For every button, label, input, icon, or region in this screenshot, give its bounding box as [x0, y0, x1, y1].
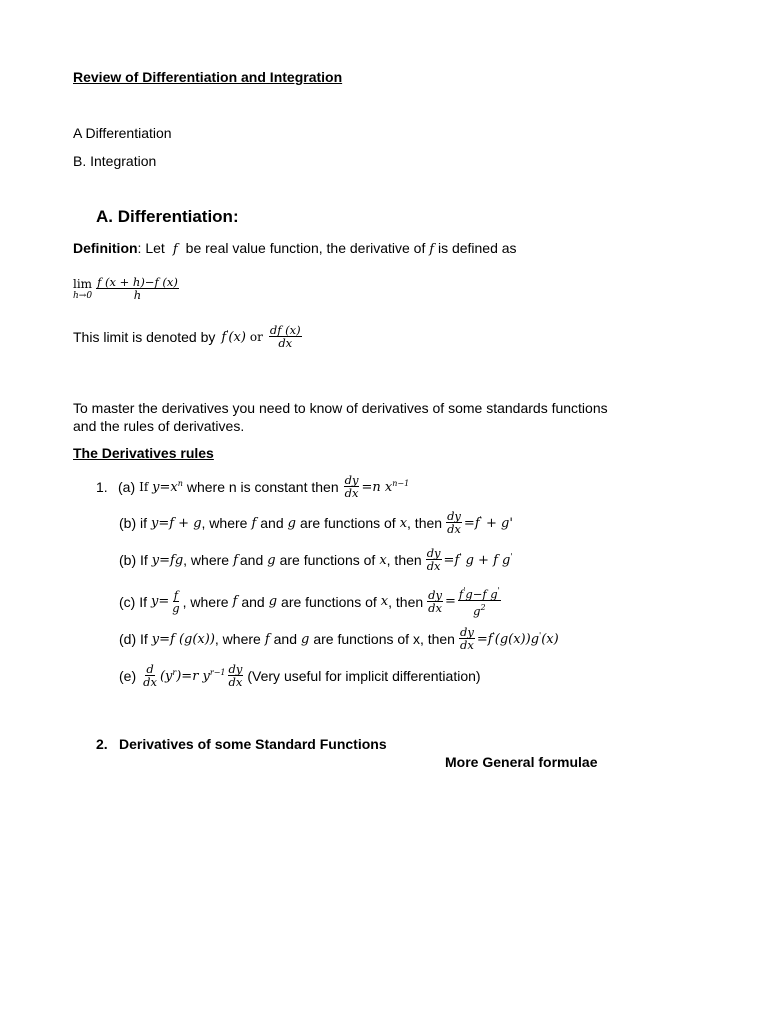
- and-word: and: [273, 631, 297, 647]
- toc-item-a: A Differentiation: [73, 125, 172, 141]
- math-quotient-rule-result: $\frac{f'g-f g'}{g^2}$: [458, 586, 500, 618]
- section-a-heading: A. Differentiation:: [96, 207, 239, 226]
- math-dy-dx: $\frac{dy}{dx}$: [447, 509, 461, 536]
- math-y-eq-xn: If $y=x^n$: [139, 479, 183, 495]
- definition-text-1: : Let: [137, 240, 165, 256]
- math-chain-rule-result: =f'(g(x))g'(x): [476, 631, 559, 647]
- rule-b1-label: (b) if: [119, 515, 147, 531]
- definition-label: Definition: [73, 240, 138, 256]
- rule-d-label: (d) If: [119, 631, 148, 647]
- and-word: and: [241, 593, 265, 610]
- rule-b1-text: , where: [201, 515, 248, 531]
- rule-d-text-2: are functions of x, then: [313, 631, 455, 647]
- math-implicit-rule: $(y^r)=r$ $y^{r-1}$: [159, 668, 226, 684]
- math-dy-dx: $\frac{dy}{dx}$: [228, 662, 243, 689]
- rule-b2-text: , where: [183, 552, 230, 568]
- rule-c-label: (c) If: [119, 593, 147, 610]
- math-df-dx: $\frac{df (x)}{dx}$: [269, 323, 301, 350]
- and-word: and: [260, 515, 284, 531]
- section-2-title: Derivatives of some Standard Functions: [119, 736, 387, 752]
- rule-a-label: (a): [118, 479, 136, 495]
- or-word: or: [249, 330, 263, 344]
- math-y-eq-f-of-g: y=f (g(x)): [151, 631, 215, 647]
- math-dy-dx: $\frac{dy}{dx}$: [426, 546, 441, 573]
- math-product-rule-result: =f' g + f g': [443, 552, 513, 568]
- master-text-1: To master the derivatives you need to know of derivatives of some standards functions: [73, 400, 608, 416]
- rule-d-chain: (d) If y=f (g(x)) , where f and g are functions of x, then $\frac{dy}{dx}$ =f'(g(x))g'(x): [119, 625, 559, 652]
- math-y-eq-f-plus-g: y=f + g: [151, 515, 202, 531]
- definition-text-2: be real value function, the derivative of: [185, 240, 426, 256]
- funcs-of-text: are functions of: [279, 552, 376, 568]
- definition-line: [73, 240, 517, 257]
- math-f: f: [429, 242, 435, 257]
- math-fprime-x: f'(x): [221, 329, 246, 345]
- then-word: , then: [388, 593, 424, 610]
- more-general-label: More General formulae: [445, 754, 598, 770]
- lim-operator: lim h→0: [73, 276, 93, 301]
- definition-text-3: is defined as: [437, 240, 517, 256]
- rules-heading: The Derivatives rules: [73, 445, 214, 461]
- rule-e-text: (Very useful for implicit differentiation): [247, 668, 481, 684]
- rule-b2-label: (b) If: [119, 552, 148, 568]
- funcs-of-text: are functions of: [281, 593, 377, 610]
- rule-c-quotient: (c) If y= $\frac{f}{g}$ , where f and g are functions of x , then $\frac{dy}{dx}$ = $\frac{f'g-f g'}{g^2}$: [119, 586, 500, 618]
- rule-e-implicit: [119, 663, 481, 689]
- math-y-eq-fg: y=fg: [151, 552, 184, 568]
- toc-item-b: B. Integration: [73, 153, 157, 169]
- rule-d-text: , where: [214, 631, 261, 647]
- rule-b-product: (b) If y=fg , where f and g are functions of x , then $\frac{dy}{dx}$ =f' g + f g': [119, 546, 513, 573]
- section-2-number: 2.: [96, 736, 108, 752]
- math-dy-dx: $\frac{dy}{dx}$: [428, 587, 443, 615]
- rule-a-text: where n is constant then: [186, 479, 339, 495]
- math-f: f: [168, 242, 182, 257]
- rule-b-sum: (b) if y=f + g , where f and g are functions of x , then $\frac{dy}{dx}$ =f' + g': [119, 509, 513, 536]
- and-word: and: [239, 552, 264, 568]
- rule-a: [96, 474, 409, 500]
- math-dy-dx: $\frac{dy}{dx}$: [344, 473, 359, 500]
- math-nxn-1: =n $x^{n-1}$: [361, 479, 410, 495]
- rule-number: 1.: [96, 479, 108, 495]
- then-word: , then: [407, 515, 443, 531]
- math-f-over-g: $\frac{f}{g}$: [172, 587, 180, 615]
- section-2-heading: [96, 736, 387, 752]
- doc-title: Review of Differentiation and Integration: [73, 69, 343, 85]
- math-d-dx: $\frac{d}{dx}$: [143, 662, 157, 689]
- math-dy-dx: $\frac{dy}{dx}$: [459, 625, 474, 652]
- limit-denoted-line: [73, 324, 304, 350]
- funcs-of-text: are functions of: [299, 515, 396, 531]
- then-word: , then: [386, 552, 422, 568]
- limit-formula: [73, 276, 181, 302]
- difference-quotient: $\frac{f (x + h)-f (x)}{h}$: [97, 275, 178, 302]
- master-text-2: and the rules of derivatives.: [73, 418, 245, 434]
- math-fprime-plus-gprime: =f' + g': [463, 515, 513, 531]
- rule-e-label: (e): [119, 668, 137, 684]
- limit-text: This limit is denoted by: [73, 329, 216, 345]
- rule-c-text: , where: [182, 593, 229, 610]
